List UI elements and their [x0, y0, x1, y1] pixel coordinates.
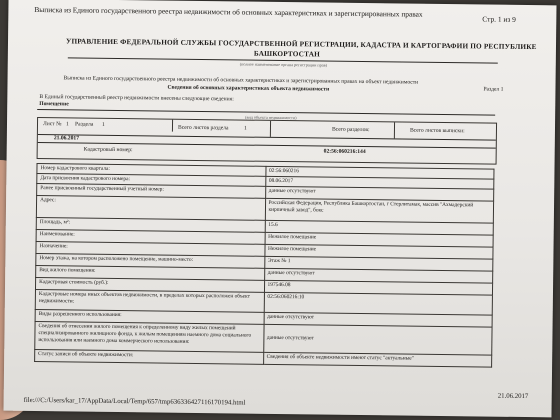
row-label: Сведения об отнесении жилого помещения к определенному виду жилых помещений специализированного жилищного фонда, к жилым помещениям наемного дома социального использования или наемного дома коммерческого использования:: [35, 322, 264, 353]
row-value: данные отсутствуют: [264, 268, 493, 283]
agency-note: (полное наименование органа регистрации прав): [239, 61, 328, 68]
row-label: Площадь, м²:: [36, 218, 265, 233]
row-label: Кадастровые номера иных объектов недвижимости, в пределах которых расположен объект недвижимости:: [35, 290, 264, 313]
total-razdel-label: Всего разделов:: [331, 126, 370, 134]
cadastral-value: 02:56:060216:144: [323, 148, 366, 156]
row-label: Ранее присвоенный государственный учетный номер:: [37, 184, 266, 199]
list-label: Лист №: [42, 121, 62, 128]
characteristics-table: [34, 163, 494, 368]
list-number: 1: [65, 121, 69, 128]
row-label: Наименование:: [36, 230, 265, 245]
issue-date: 21.06.2017: [53, 135, 80, 142]
razdel-label: Раздел 1: [483, 86, 504, 93]
row-value: Этаж № 1: [264, 256, 493, 271]
document-page: [4, 0, 557, 417]
row-label: Виды разрешенного использования:: [35, 310, 264, 325]
row-label: Номер кадастрового квартала:: [37, 164, 266, 177]
total-list-label: Всего листов раздела: [177, 124, 229, 132]
row-value: данные отсутствуют: [263, 324, 492, 355]
sheet-info-box: [37, 114, 497, 165]
row-value: Сведения об объекте недвижимости имеют статус "актуальные": [263, 352, 492, 367]
agency-name-line1: УПРАВЛЕНИЕ ФЕДЕРАЛЬНОЙ СЛУЖБЫ ГОСУДАРСТВЕННОЙ РЕГИСТРАЦИИ, КАДАСТРА И КАРТОГРАФИИ ПО РЕСПУБЛИКЕ: [65, 37, 537, 52]
row-label: Статус записи об объекте недвижимости:: [35, 350, 264, 365]
row-value: 197546.08: [264, 280, 493, 295]
row-label: Номер этажа, на котором расположено помещение, машино-место:: [36, 254, 265, 269]
row-value: 02:56:060216:10: [264, 292, 493, 315]
document-header-title: Выписка из Единого государственного реестра недвижимости об основных характеристиках и зарегистрированных правах: [34, 4, 423, 19]
row-value: данные отсутствуют: [265, 186, 494, 201]
footer-date: 21.06.2017: [497, 392, 529, 401]
file-path: file:///C:/Users/kar_17/AppData/Local/Temp/657/tmp636336427116170194.html: [23, 396, 246, 407]
row-value: 02:56:060216: [265, 166, 494, 179]
row-value: 08.06.2017: [265, 176, 494, 189]
row-value: Нежилое помещение: [265, 232, 494, 247]
row-label: Адрес:: [36, 196, 265, 221]
row-value: Нежилое помещение: [264, 244, 493, 259]
section-title: Сведения об основных характеристиках объекта недвижимости: [167, 84, 330, 93]
total-vypiski-label: Всего листов выписки:: [409, 127, 465, 135]
razdel-number: 1: [101, 121, 105, 128]
row-value: Российская Федерация, Республика Башкортостан, г Стерлитамак, массив "Ахмадерский кирпичный завод", бокс: [265, 198, 494, 223]
row-label: Назначение:: [36, 242, 265, 257]
row-value: 15.6: [265, 220, 494, 235]
row-label: Вид жилого помещения:: [36, 266, 265, 281]
section-intro: В Единый государственный реестр недвижимости внесены следующие сведения:: [39, 94, 234, 103]
cadastral-label: Кадастровый номер:: [83, 146, 133, 154]
object-type: Помещение: [39, 101, 69, 108]
page-number: Стр. 1 из 9: [482, 14, 516, 24]
total-list-number: 1: [243, 125, 247, 132]
razdel-label-inline: Раздела: [74, 121, 94, 128]
agency-name-line2: БАШКОРТОСТАН: [253, 49, 320, 59]
section-subtitle: Выписка из Единого государственного реестра недвижимости об основных характеристиках и зарегистрированных правах на объект недвижимости: [63, 75, 419, 86]
row-value: данные отсутствуют: [264, 312, 493, 327]
row-label: Кадастровая стоимость (руб.):: [35, 278, 264, 293]
object-type-note: (вид объекта недвижимости): [245, 114, 297, 121]
row-label: Дата присвоения кадастрового номера:: [37, 174, 266, 187]
